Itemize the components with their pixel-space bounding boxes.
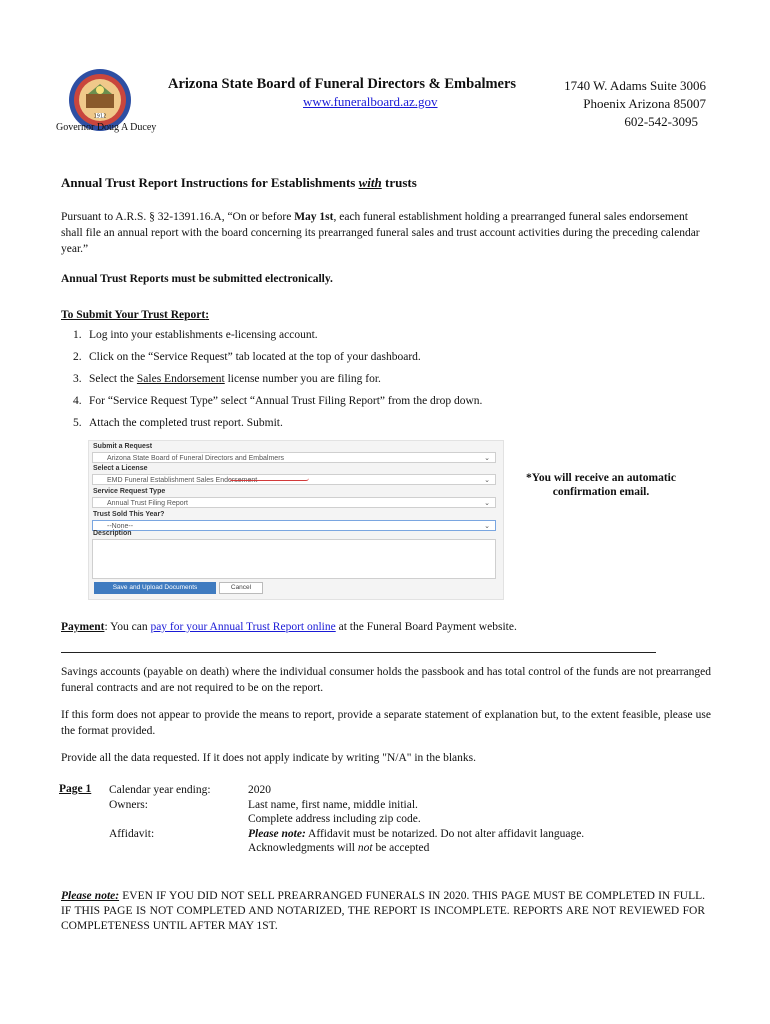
pay-online-link[interactable]: pay for your Annual Trust Report online bbox=[150, 621, 336, 633]
intro-deadline: May 1st bbox=[294, 211, 334, 223]
chevron-down-icon: ⌄ bbox=[484, 477, 490, 484]
board-title: Arizona State Board of Funeral Directors & Embalmers bbox=[168, 76, 517, 92]
address-street: 1740 W. Adams Suite 3006 bbox=[564, 78, 706, 93]
format-paragraph: If this form does not appear to provide the means to report, provide a separate statement of explanation but, to the extent feasible, please use the format provided. bbox=[61, 709, 711, 737]
governor-name: Governor Doug A Ducey bbox=[56, 122, 157, 133]
owners-line1: Last name, first name, middle initial. bbox=[248, 798, 418, 811]
board-website-link[interactable]: www.funeralboard.az.gov bbox=[303, 94, 438, 109]
step-text: Attach the completed trust report. Submit. bbox=[89, 417, 283, 429]
step-number: 2. bbox=[73, 351, 82, 363]
highlight-underline bbox=[229, 478, 309, 481]
request-select-value: Arizona State Board of Funeral Directors and Embalmers bbox=[107, 455, 285, 462]
payment-text-start: : You can bbox=[104, 621, 151, 633]
chevron-down-icon: ⌄ bbox=[484, 523, 490, 530]
step-text: Click on the “Service Request” tab located at the top of your dashboard. bbox=[89, 351, 421, 363]
submit-heading-text: To Submit Your Trust Report bbox=[61, 309, 206, 321]
save-upload-button[interactable]: Save and Upload Documents bbox=[94, 582, 216, 594]
electronic-notice: Annual Trust Reports must be submitted electronically. bbox=[61, 273, 333, 285]
savings-accounts-paragraph: Savings accounts (payable on death) where the individual consumer holds the passbook and has total control of the funds are not prearranged funeral contracts and are not required to be on the report. bbox=[61, 666, 711, 694]
final-notice bbox=[61, 889, 705, 934]
request-select[interactable] bbox=[92, 452, 496, 463]
affidavit-note bbox=[248, 827, 584, 842]
page1-field-values bbox=[248, 783, 584, 856]
step-number: 4. bbox=[73, 395, 82, 407]
owners-line2: Complete address including zip code. bbox=[248, 813, 421, 825]
trust-sold-select[interactable] bbox=[92, 520, 496, 531]
service-request-form-screenshot bbox=[88, 440, 504, 600]
board-phone: 602-542-3095 bbox=[624, 114, 698, 129]
step-text: Log into your establishments e-licensing account. bbox=[89, 329, 318, 341]
trust-sold-label: Trust Sold This Year? bbox=[93, 511, 165, 518]
affidavit-note-text: Affidavit must be notarized. Do not alter affidavit language. bbox=[305, 827, 585, 840]
cancel-button[interactable]: Cancel bbox=[219, 582, 263, 594]
calendar-year-label: Calendar year ending: bbox=[109, 784, 211, 796]
affidavit-label: Affidavit: bbox=[109, 827, 155, 840]
payment-paragraph bbox=[61, 619, 711, 635]
step-item bbox=[73, 327, 482, 349]
confirmation-note: *You will receive an automatic confirmation email. bbox=[526, 472, 676, 498]
service-type-value: Annual Trust Filing Report bbox=[107, 500, 188, 507]
service-type-select[interactable] bbox=[92, 497, 496, 508]
payment-text-end: at the Funeral Board Payment website. bbox=[335, 621, 517, 633]
page-title bbox=[61, 175, 417, 191]
divider bbox=[61, 652, 656, 653]
payment-label: Payment bbox=[61, 621, 105, 633]
description-label: Description bbox=[93, 530, 132, 537]
step-item bbox=[73, 371, 482, 393]
title-start: Annual Trust Report Instructions for Establishments bbox=[61, 175, 359, 190]
chevron-down-icon: ⌄ bbox=[484, 455, 490, 462]
provide-data-paragraph: Provide all the data requested. If it does not apply indicate by writing "N/A" in the blanks. bbox=[61, 752, 476, 764]
calendar-year-value: 2020 bbox=[248, 784, 271, 796]
license-label: Select a License bbox=[93, 465, 148, 472]
step-text-start: Select the bbox=[89, 373, 137, 385]
step-text: For “Service Request Type” select “Annual Trust Filing Report” from the drop down. bbox=[89, 395, 483, 407]
step-number: 5. bbox=[73, 417, 82, 429]
step-item bbox=[73, 349, 482, 371]
owners-label: Owners: bbox=[109, 798, 148, 811]
intro-start: Pursuant to A.R.S. § 32-1391.16.A, “On or before bbox=[61, 211, 295, 223]
service-type-label: Service Request Type bbox=[93, 488, 166, 495]
final-notice-text: EVEN IF YOU DID NOT SELL PREARRANGED FUNERALS IN 2020. THIS PAGE MUST BE COMPLETED IN FULL. IF THIS PAGE IS NOT COMPLETED AND NOTARIZED, THE REPORT IS INCOMPLETE. REPORTS ARE NOT REVIEWED FOR COMPLETENESS UNTIL AFTER MAY 1ST. bbox=[61, 890, 705, 932]
trust-sold-value: --None-- bbox=[107, 523, 134, 530]
step-text-end: license number you are filing for. bbox=[224, 373, 381, 385]
sales-endorsement-link[interactable]: Sales Endorsement bbox=[136, 373, 225, 385]
spacer bbox=[109, 812, 211, 827]
acknowledgments-note bbox=[248, 841, 584, 856]
license-select-value: EMD Funeral Establishment Sales Endorsement bbox=[107, 477, 258, 484]
seal-year: 1912 bbox=[93, 113, 107, 120]
address-city: Phoenix Arizona 85007 bbox=[583, 96, 706, 111]
chevron-down-icon: ⌄ bbox=[484, 500, 490, 507]
page1-label: Page 1 bbox=[59, 783, 92, 795]
step-item bbox=[73, 415, 482, 437]
description-textarea[interactable] bbox=[92, 539, 496, 579]
request-label: Submit a Request bbox=[93, 443, 153, 450]
step-number: 3. bbox=[73, 373, 82, 385]
step-number: 1. bbox=[73, 329, 82, 341]
title-emphasis: with bbox=[358, 175, 382, 190]
title-end: trusts bbox=[381, 175, 417, 190]
ack-start: Acknowledgments will bbox=[248, 842, 358, 854]
intro-paragraph bbox=[61, 209, 711, 257]
intro-end: , each funeral establishment holding a prearranged funeral sales endorsement shall file an annual report with the board concerning its prearranged funeral sales and trust account activities during the preceding calendar year.” bbox=[61, 211, 700, 255]
submit-heading: To Submit Your Trust Report: bbox=[61, 309, 210, 321]
submit-steps-list bbox=[73, 327, 482, 437]
ack-end: be accepted bbox=[372, 842, 430, 854]
page1-field-labels bbox=[109, 783, 211, 841]
step-item bbox=[73, 393, 482, 415]
board-address bbox=[564, 77, 706, 131]
affidavit-note-label: Please note: bbox=[248, 827, 306, 840]
ack-not: not bbox=[357, 842, 373, 854]
final-notice-label: Please note: bbox=[61, 890, 120, 902]
